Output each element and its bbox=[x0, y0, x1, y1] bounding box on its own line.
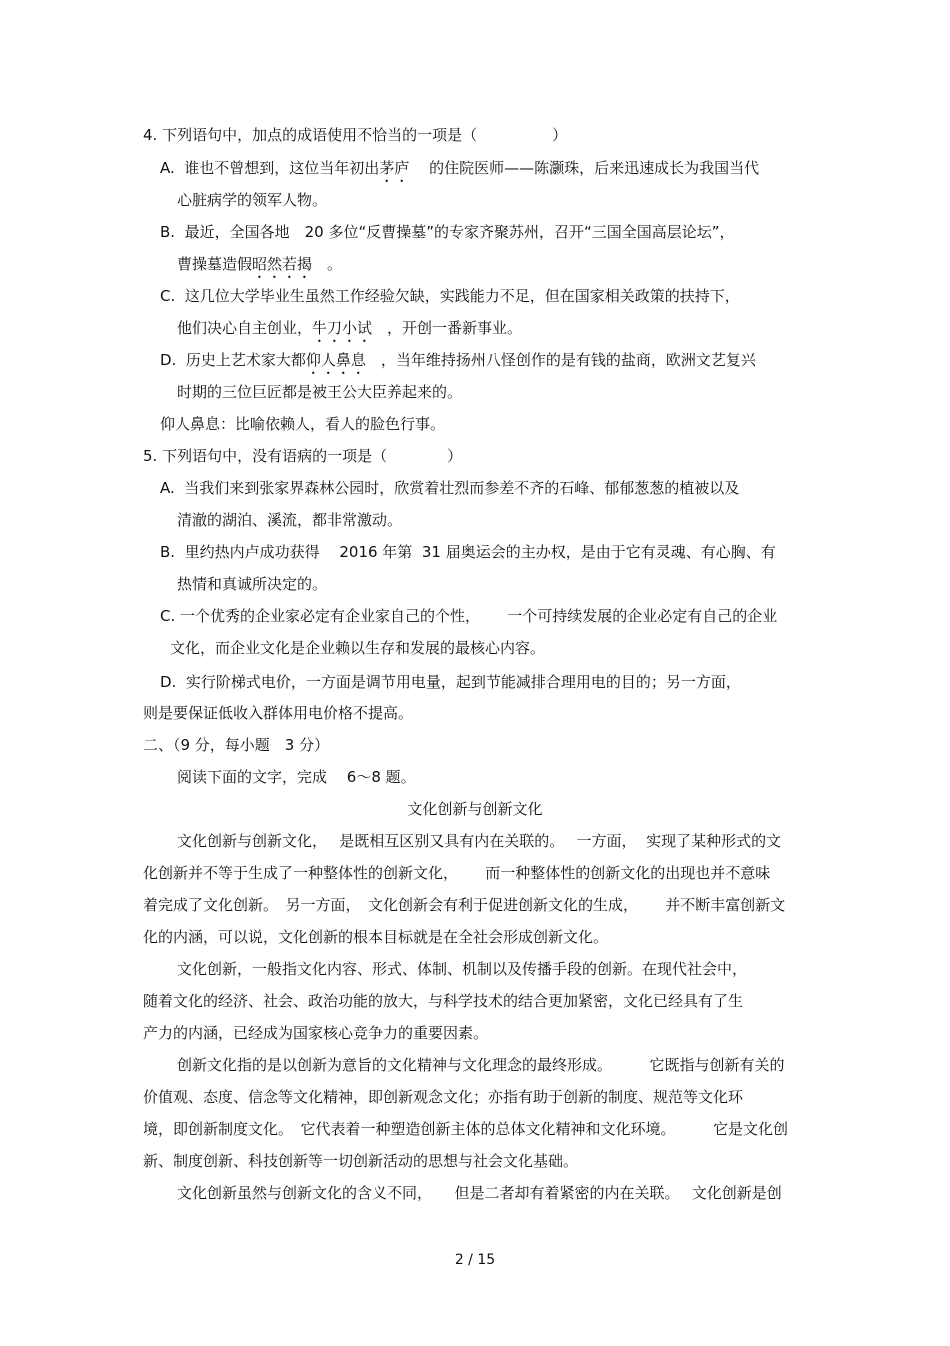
q5-option-c-line1: C. 一个优秀的企业家必定有企业家自己的个性， 一个可持续发展的企业必定有自己的企业 bbox=[160, 607, 778, 625]
q4-note: 仰人鼻息：比喻依赖人，看人的脸色行事。 bbox=[160, 415, 446, 433]
dotted-idiom: 昭然若揭 bbox=[252, 255, 313, 273]
q4-option-c-line1: C. 这几位大学毕业生虽然工作经验欠缺，实践能力不足，但在国家相关政策的扶持下， bbox=[160, 287, 740, 305]
q5-option-d-line1: D. 实行阶梯式电价，一方面是调节用电量，起到节能减排合理用电的目的；另一方面， bbox=[160, 673, 741, 691]
dotted-idiom: 茅庐 bbox=[379, 159, 410, 177]
q4-option-d-line2: 时期的三位巨匠都是被王公大臣养起来的。 bbox=[177, 383, 463, 401]
q5-option-b-line1: B. 里约热内卢成功获得 2016 年第 31 届奥运会的主办权，是由于它有灵魂、有心胸、有 bbox=[160, 543, 776, 561]
q5-option-b-line2: 热情和真诚所决定的。 bbox=[177, 575, 328, 593]
reading-instruction: 阅读下面的文字，完成 6～8 题。 bbox=[177, 768, 416, 786]
dotted-idiom: 牛刀小试 bbox=[312, 319, 373, 337]
paragraph-1-line: 化的内涵，可以说，文化创新的根本目标就是在全社会形成创新文化。 bbox=[143, 928, 609, 946]
q4-option-a-line2: 心脏病学的领军人物。 bbox=[177, 191, 328, 209]
paragraph-3-line: 创新文化指的是以创新为意旨的文化精神与文化理念的最终形成。 它既指与创新有关的 bbox=[177, 1056, 785, 1074]
paragraph-4-line: 文化创新虽然与创新文化的含义不同， 但是二者却有着紧密的内在关联。 文化创新是创 bbox=[177, 1184, 782, 1202]
paragraph-2-line: 产力的内涵，已经成为国家核心竞争力的重要因素。 bbox=[143, 1024, 489, 1042]
page-number: 2 / 15 bbox=[454, 1252, 496, 1268]
paragraph-1-line: 文化创新与创新文化， 是既相互区别又具有内在关联的。 一方面， 实现了某种形式的文 bbox=[177, 832, 782, 850]
q4-option-c-line2: 他们决心自主创业，牛刀小试 ，开创一番新事业。 bbox=[177, 319, 523, 337]
paragraph-2-line: 文化创新，一般指文化内容、形式、体制、机制以及传播手段的创新。在现代社会中， bbox=[177, 960, 748, 978]
q4-option-b-line1: B. 最近，全国各地 20 多位“反曹操墓”的专家齐聚苏州，召开“三国全国高层论坛”， bbox=[160, 223, 735, 241]
q4-option-a-line1: A. 谁也不曾想到，这位当年初出茅庐 的住院医师——陈灏珠，后来迅速成长为我国当代 bbox=[160, 159, 760, 177]
q5-option-d-line2: 则是要保证低收入群体用电价格不提高。 bbox=[143, 704, 414, 722]
dotted-idiom: 仰人鼻息 bbox=[305, 351, 366, 369]
q4-stem: 4. 下列语句中，加点的成语使用不恰当的一项是（ ） bbox=[143, 126, 568, 144]
q4-option-b-line2: 曹操墓造假昭然若揭 。 bbox=[177, 255, 343, 273]
section-heading: 二、（9 分，每小题 3 分） bbox=[143, 736, 330, 754]
q5-option-a-line1: A. 当我们来到张家界森林公园时，欣赏着壮烈而参差不齐的石峰、郁郁葱葱的植被以及 bbox=[160, 479, 740, 497]
q4-option-d-line1: D. 历史上艺术家大都仰人鼻息 ，当年维持扬州八怪创作的是有钱的盐商，欧洲文艺复兴 bbox=[160, 351, 756, 369]
paragraph-3-line: 新、制度创新、科技创新等一切创新活动的思想与社会文化基础。 bbox=[143, 1152, 579, 1170]
q5-option-a-line2: 清澈的湖泊、溪流，都非常激动。 bbox=[177, 511, 403, 529]
article-title: 文化创新与创新文化 bbox=[407, 800, 543, 818]
paragraph-2-line: 随着文化的经济、社会、政治功能的放大，与科学技术的结合更加紧密，文化已经具有了生 bbox=[143, 992, 744, 1010]
paragraph-1-line: 化创新并不等于生成了一种整体性的创新文化， 而一种整体性的创新文化的出现也并不意味 bbox=[143, 864, 771, 882]
q5-option-c-line2: 文化，而企业文化是企业赖以生存和发展的最核心内容。 bbox=[170, 639, 546, 657]
paragraph-1-line: 着完成了文化创新。 另一方面， 文化创新会有利于促进创新文化的生成， 并不断丰富创新文 bbox=[143, 896, 786, 914]
q5-stem: 5. 下列语句中，没有语病的一项是（ ） bbox=[143, 447, 463, 465]
paragraph-3-line: 境，即创新制度文化。 它代表着一种塑造创新主体的总体文化精神和文化环境。 它是文化创 bbox=[143, 1120, 789, 1138]
paragraph-3-line: 价值观、态度、信念等文化精神，即创新观念文化；亦指有助于创新的制度、规范等文化环 bbox=[143, 1088, 744, 1106]
